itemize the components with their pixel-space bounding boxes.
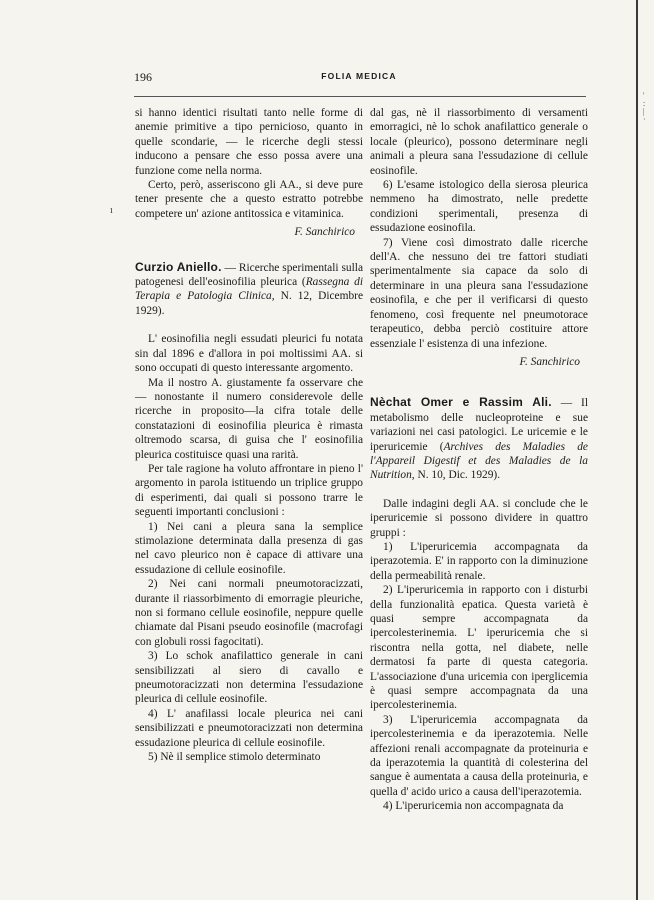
reviewer-signature: F. Sanchirico — [519, 355, 580, 368]
review-author: Curzio Aniello. — [135, 259, 222, 274]
review-author: Nèchat Omer e Rassim Ali. — [370, 395, 552, 410]
paragraph: L' eosinofilia negli essudati pleurici fu notata sin dal 1896 e d'allora in poi moltissimi AA. si sono occupati di questo interessante argomento. — [135, 333, 363, 375]
paragraph: 2) Nei cani normali pneumotoracizzati, durante il riassorbimento di emorragie pleuriche, non si formano cellule eosinofile, neppure quelle chiamate dal Pisani pseudo eosinofile (macrofagi con globuli rossi fagocitati). — [135, 578, 363, 648]
review-journal: Archives des Maladies de l'Appareil Digestif et des Maladies de la Nutrition, — [370, 440, 588, 482]
paragraph: 5) Nè il semplice stimolo determinato — [148, 751, 321, 764]
margin-tick: ı — [110, 205, 113, 216]
page-number: 196 — [134, 70, 152, 84]
review-title: — Ricerche sperimentali sulla patogenesi dell'eosinofilia pleurica ( — [135, 261, 363, 289]
paragraph: 6) L'esame istologico della sierosa pleurica nemmeno ha dimostrato, nelle predette condizioni sperimentali, presenza di essudazione eosinofila. — [370, 179, 588, 235]
left-column — [135, 106, 363, 764]
paragraph: 3) L'iperuricemia accompagnata da ipercolesterinemia e da iperazotemia. Nelle affezioni renali accompagnate da proteinuria e da iperazotemia la quantità di colesterina del sangue è aumentata a causa della proteinuria, e quella d' acido urico a causa dell'iperazotemia. — [370, 713, 588, 798]
paragraph: 4) L' anafilassi locale pleurica nei cani sensibilizzati e pneumotoracizzati non determina essudazione pleurica di cellule eosinofile. — [135, 707, 363, 749]
paragraph: Certo, però, asseriscono gli AA., si deve pure tener presente che a questo estratto potrebbe competere un' azione antitossica e vitaminica. — [135, 179, 363, 220]
review-citation: N. 12, Dicembre 1929). — [135, 290, 363, 317]
review-journal: Rassegna di Terapia e Patologia Clinica, — [135, 276, 363, 303]
continuation-paragraph: dal gas, nè il riassorbimento di versamenti emorragici, nè lo schok anafilattico generale o locale (pleurico), possono determinare negli animali a pleura sana l'essudazione di cellule eosinofile. — [370, 107, 588, 177]
paragraph: Per tale ragione ha voluto affrontare in pieno l' argomento in parola istituendo un triplice gruppo di esperimenti, dai quali si possono trarre le seguenti importanti conclusioni : — [135, 462, 363, 519]
paragraph: 3) Lo schok anafilattico generale in cani sensibilizzati al siero di cavallo e pneumotoracizzati non determina l'essudazione pleurica di cellule eosinofile. — [135, 650, 363, 706]
continuation-paragraph: si hanno identici risultati tanto nelle forme di anemie primitive a tipo pernicioso, quanto in quelle scondarie, — le ricerche degli stessi inducono a pensare che esso possa avere una funzione come nella norma. — [135, 107, 363, 177]
review-heading — [370, 395, 588, 482]
margin-marks: ' : | · — [643, 91, 646, 124]
paragraph: Dalle indagini degli AA. si conclude che le iperuricemie si possono dividere in quattro gruppi : — [370, 497, 588, 539]
running-title: FOLIA MEDICA — [321, 71, 397, 81]
reviewer-signature: F. Sanchirico — [294, 226, 355, 239]
review-title: — Il metabolismo delle nucleoproteine e sue variazioni nei casi patologici. Le uricemie e le iperuricemie ( — [370, 397, 588, 453]
page-edge-line — [636, 0, 638, 900]
paragraph: 1) L'iperuricemia accompagnata da iperazotemia. E' in rapporto con la diminuzione della permeabilità renale. — [370, 540, 588, 582]
header-rule — [134, 96, 586, 97]
review-heading — [135, 260, 363, 319]
page-header — [134, 66, 584, 86]
paragraph: 2) L'iperuricemia in rapporto con i disturbi della funzionalità epatica. Questa varietà è quasi sempre accompagnata da ipercolesterinemia. L' iperuricemia che si riscontra nella gotta, nel diabete, nelle dermatosi fa parte di questa categoria. L'associazione d'una uricemia con iperglicemia è quasi sempre accompagnata da una ipercolesterinemia. — [370, 584, 588, 712]
paragraph: 4) L'iperuricemia non accompagnata da — [383, 800, 564, 813]
review-citation: N. 10, Dic. 1929). — [414, 469, 501, 482]
right-column — [370, 106, 588, 814]
paragraph: 1) Nei cani a pleura sana la semplice stimolazione determinata dalla presenza di gas nel cavo pleurico non è capace di attivare una essudazione di cellule eosinofile. — [135, 520, 363, 576]
paragraph: Ma il nostro A. giustamente fa osservare che — nonostante il numero considerevole delle ricerche in proposito—la cifra totale delle constatazioni di eosinofilia pleurica è rimasta oltremodo scarsa, di guisa che l' eosinofilia pleurica costituisce quasi una rarità. — [135, 376, 363, 461]
paragraph: 7) Viene così dimostrato dalle ricerche dell'A. che nessuno dei tre fattori studiati sperimentalmente sia capace da solo di determinare in una pleura sana l'essudazione eosinofila, e che per il verificarsi di questo fenomeno, così frequente nel pneumotorace terapeutico, debba perciò costituire attore essenziale l' esistenza di una infezione. — [370, 236, 588, 350]
